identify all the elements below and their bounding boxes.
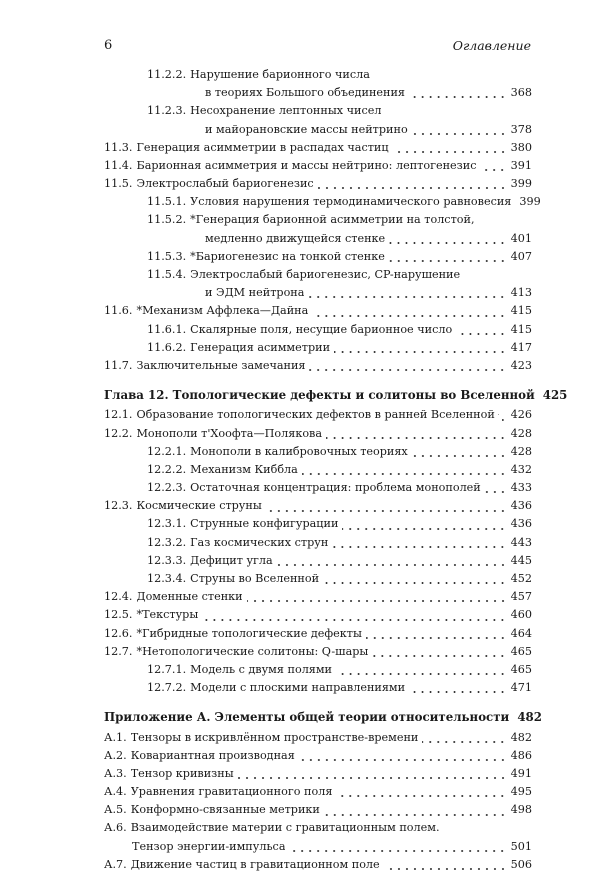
toc-page-number: 498 (510, 803, 532, 817)
toc-entry (104, 175, 532, 193)
toc-page-number: 501 (510, 839, 532, 853)
toc-entry (104, 783, 532, 801)
toc-entry (104, 102, 532, 120)
dot-leader (485, 491, 507, 493)
toc-page-number: 380 (510, 140, 532, 154)
dot-leader (202, 619, 506, 621)
toc-page-number: 464 (510, 626, 532, 640)
toc-page-number: 428 (510, 444, 532, 458)
toc-entry (104, 838, 532, 856)
dot-leader (389, 242, 506, 244)
toc-entry-number: 11.4. (104, 158, 133, 172)
dot-leader (412, 455, 507, 457)
toc-page-number: 399 (510, 177, 532, 191)
table-of-contents (104, 66, 568, 874)
toc-entry-title: Монополи т'Хоофта—Полякова (136, 426, 323, 440)
toc-entry-title: Приложение А. Элементы общей теории относительности (104, 710, 510, 725)
toc-entry-title: Модель с двумя полями (190, 662, 333, 676)
toc-entry (104, 321, 532, 339)
toc-page-number: 495 (510, 785, 532, 799)
toc-entry (104, 570, 532, 588)
toc-entry (104, 729, 532, 747)
toc-page-number: 425 (542, 388, 568, 403)
toc-entry-number: 12.7.2. (147, 681, 187, 695)
toc-entry-number: 12.5. (104, 608, 133, 622)
toc-entry (104, 643, 532, 661)
dot-leader (464, 278, 508, 280)
dot-leader (366, 637, 507, 639)
toc-entry (104, 497, 532, 515)
toc-entry (104, 66, 532, 84)
toc-page-number: 482 (510, 730, 532, 744)
toc-entry-number: 12.2.1. (147, 444, 187, 458)
toc-entry-title: в теориях Большого объединения (205, 86, 405, 100)
toc-page-number: 471 (510, 681, 532, 695)
toc-page-number: 506 (510, 857, 532, 871)
toc-entry-title: Электрослабый бариогенезис (136, 177, 314, 191)
toc-entry-title: Нарушение барионного числа (190, 67, 370, 81)
toc-entry-number: 11.6.1. (147, 322, 187, 336)
toc-page-number: 433 (510, 481, 532, 495)
toc-entry-title: Заключительные замечания (136, 358, 306, 372)
toc-entry (104, 534, 532, 552)
toc-entry-title: *Генерация барионной асимметрии на толстой, (190, 213, 475, 227)
toc-entry-title: Дефицит угла (190, 553, 273, 567)
toc-page-number: 401 (510, 231, 532, 245)
toc-entry-number: 11.5.1. (147, 195, 187, 209)
toc-entry (104, 357, 532, 375)
dot-leader (336, 673, 507, 675)
toc-entry (104, 443, 532, 461)
toc-page-number: 407 (510, 249, 532, 263)
toc-entry (104, 212, 532, 230)
toc-entry (104, 856, 532, 874)
toc-entry-title: Движение частиц в гравитационном поле (130, 857, 380, 871)
toc-entry-number: 12.3.2. (147, 535, 187, 549)
toc-entry-number: 12.3.4. (147, 572, 187, 586)
toc-entry-title: Образование топологических дефектов в ранней Вселенной (136, 408, 495, 422)
dot-leader (299, 759, 507, 761)
toc-entry-number: А.2. (104, 748, 127, 762)
toc-page-number: 457 (510, 590, 532, 604)
dot-leader (308, 296, 506, 298)
dot-leader (479, 224, 508, 226)
toc-entry-number: 12.7. (104, 644, 133, 658)
dot-leader (247, 600, 507, 602)
toc-entry-title: Монополи в калибровочных теориях (190, 444, 408, 458)
toc-entry-number: 12.1. (104, 408, 133, 422)
dot-leader (312, 315, 506, 317)
toc-chapter-heading (104, 708, 542, 726)
toc-entry (104, 248, 532, 266)
dot-leader (393, 151, 507, 153)
toc-entry (104, 284, 532, 302)
toc-entry (104, 625, 532, 643)
toc-entry (104, 661, 532, 679)
dot-leader (309, 369, 506, 371)
dot-leader (332, 546, 506, 548)
toc-chapter-heading (104, 386, 568, 404)
toc-entry (104, 588, 532, 606)
toc-entry-title: Тензор энергии-импульса (132, 839, 286, 853)
dot-leader (499, 419, 507, 421)
toc-page-number: 391 (510, 158, 532, 172)
toc-page-number: 491 (510, 766, 532, 780)
toc-page-number: 378 (510, 122, 532, 136)
toc-entry-title: Тензоры в искривлённом пространстве-времени (130, 730, 419, 744)
toc-page-number: 436 (510, 499, 532, 513)
toc-entry-title: Струнные конфигурации (190, 517, 339, 531)
toc-entry-number: 12.2. (104, 426, 133, 440)
toc-entry-title: Газ космических струн (190, 535, 329, 549)
toc-entry-number: 11.2.3. (147, 104, 187, 118)
dot-leader (289, 850, 506, 852)
toc-entry-title: Условия нарушения термодинамического равновесия (190, 195, 512, 209)
dot-leader (323, 582, 507, 584)
dot-leader (266, 510, 507, 512)
toc-entry-number: 11.6.2. (147, 340, 187, 354)
toc-page-number: 465 (510, 644, 532, 658)
toc-entry-title: медленно движущейся стенке (205, 231, 386, 245)
dot-leader (324, 814, 507, 816)
toc-entry-title: Несохранение лептонных чисел (190, 104, 382, 118)
toc-entry-number: 11.5.3. (147, 249, 187, 263)
dot-leader (374, 78, 508, 80)
toc-page-number: 417 (510, 340, 532, 354)
toc-page-number: 413 (510, 286, 532, 300)
dot-leader (384, 868, 507, 870)
toc-entry-title: *Текстуры (136, 608, 199, 622)
toc-entry (104, 516, 532, 534)
toc-entry (104, 461, 532, 479)
dot-leader (412, 133, 507, 135)
toc-entry-title: Барионная асимметрия и массы нейтрино: лептогенезис (136, 158, 477, 172)
dot-leader (409, 691, 507, 693)
dot-leader (409, 96, 507, 98)
dot-leader (456, 333, 506, 335)
toc-entry-title: Уравнения гравитационного поля (130, 785, 333, 799)
toc-entry-title: Механизм Киббла (190, 462, 298, 476)
toc-entry-number: 12.7.1. (147, 662, 187, 676)
toc-page-number: 445 (510, 553, 532, 567)
toc-entry (104, 425, 532, 443)
toc-entry-number: А.5. (104, 803, 127, 817)
toc-entry-title: Генерация асимметрии в распадах частиц (136, 140, 389, 154)
toc-entry-title: Доменные стенки (136, 590, 243, 604)
dot-leader (422, 741, 506, 743)
toc-entry-number: 11.6. (104, 304, 133, 318)
toc-entry (104, 157, 532, 175)
toc-entry-number: 11.3. (104, 140, 133, 154)
toc-page-number: 486 (510, 748, 532, 762)
toc-page-number: 368 (510, 86, 532, 100)
toc-entry-number: 12.6. (104, 626, 133, 640)
toc-entry-title: Взаимодействие материи с гравитационным полем. (130, 821, 440, 835)
toc-entry-number: 12.3.1. (147, 517, 187, 531)
dot-leader (444, 832, 508, 834)
toc-entry (104, 801, 532, 819)
toc-entry-title: Электрослабый бариогенезис, CP-нарушение (190, 268, 461, 282)
dot-leader (334, 351, 507, 353)
toc-entry (104, 747, 532, 765)
toc-entry (104, 679, 532, 697)
toc-entry (104, 139, 532, 157)
toc-entry (104, 765, 532, 783)
toc-entry (104, 552, 532, 570)
dot-leader (326, 437, 507, 439)
toc-page-number: 436 (510, 517, 532, 531)
toc-page-number: 482 (517, 710, 542, 725)
toc-page-number: 399 (519, 195, 541, 209)
toc-entry-title: Струны во Вселенной (190, 572, 320, 586)
dot-leader (480, 169, 506, 171)
toc-entry-title: Генерация асимметрии (190, 340, 331, 354)
toc-entry (104, 84, 532, 102)
running-title: Оглавление (452, 38, 531, 53)
toc-entry-title: Скалярные поля, несущие барионное число (190, 322, 453, 336)
toc-entry-number: А.7. (104, 857, 127, 871)
toc-entry (104, 266, 532, 284)
dot-leader (385, 115, 508, 117)
toc-entry-title: и майорановские массы нейтрино (205, 122, 408, 136)
toc-page-number: 423 (510, 358, 532, 372)
toc-entry (104, 193, 541, 211)
toc-entry-title: и ЭДМ нейтрона (205, 286, 305, 300)
dot-leader (372, 655, 506, 657)
toc-entry-number: 12.2.3. (147, 481, 187, 495)
dot-leader (342, 528, 506, 530)
dot-leader (389, 260, 507, 262)
toc-entry-number: 12.2.2. (147, 462, 187, 476)
dot-leader (277, 564, 507, 566)
dot-leader (238, 777, 507, 779)
toc-entry (104, 230, 532, 248)
print-speck (498, 414, 499, 415)
toc-page-number: 443 (510, 535, 532, 549)
toc-entry-number: А.6. (104, 821, 127, 835)
toc-entry-number: 11.5.4. (147, 268, 187, 282)
dot-leader (336, 795, 506, 797)
toc-entry-number: А.1. (104, 730, 127, 744)
toc-page-number: 415 (510, 322, 532, 336)
toc-entry (104, 406, 532, 424)
page-number: 6 (104, 38, 113, 53)
toc-page-number: 432 (510, 462, 532, 476)
toc-entry-number: 11.5.2. (147, 213, 187, 227)
toc-entry-number: 11.7. (104, 358, 133, 372)
toc-entry-number: А.3. (104, 766, 127, 780)
toc-entry-title: Космические струны (136, 499, 262, 513)
toc-entry-number: 12.3. (104, 499, 133, 513)
toc-entry-title: Модели с плоскими направлениями (190, 681, 406, 695)
dot-leader (318, 187, 507, 189)
toc-page-number: 465 (510, 662, 532, 676)
toc-entry (104, 121, 532, 139)
toc-page-number: 415 (510, 304, 532, 318)
toc-entry-title: Остаточная концентрация: проблема монополей (190, 481, 481, 495)
toc-entry-number: 11.5. (104, 177, 133, 191)
toc-entry-number: 11.2.2. (147, 67, 187, 81)
toc-page-number: 452 (510, 572, 532, 586)
toc-entry-number: А.4. (104, 785, 127, 799)
toc-entry-title: *Механизм Аффлека—Дайна (136, 304, 309, 318)
toc-entry-title: Тензор кривизны (130, 766, 234, 780)
toc-entry (104, 606, 532, 624)
toc-entry (104, 479, 532, 497)
toc-entry-title: Ковариантная производная (130, 748, 295, 762)
toc-entry-number: 12.4. (104, 590, 133, 604)
dot-leader (302, 473, 507, 475)
toc-entry-title: *Нетопологические солитоны: Q-шары (136, 644, 369, 658)
toc-page-number: 426 (510, 408, 532, 422)
toc-page-number: 428 (510, 426, 532, 440)
toc-entry-title: *Бариогенезис на тонкой стенке (190, 249, 385, 263)
toc-entry (104, 339, 532, 357)
toc-entry (104, 302, 532, 320)
toc-entry (104, 820, 532, 838)
toc-page-number: 460 (510, 608, 532, 622)
toc-entry-title: Глава 12. Топологические дефекты и солитоны во Вселенной (104, 388, 535, 403)
toc-entry-title: Конформно-связанные метрики (130, 803, 320, 817)
toc-entry-number: 12.3.3. (147, 553, 187, 567)
toc-entry-title: *Гибридные топологические дефекты (136, 626, 362, 640)
